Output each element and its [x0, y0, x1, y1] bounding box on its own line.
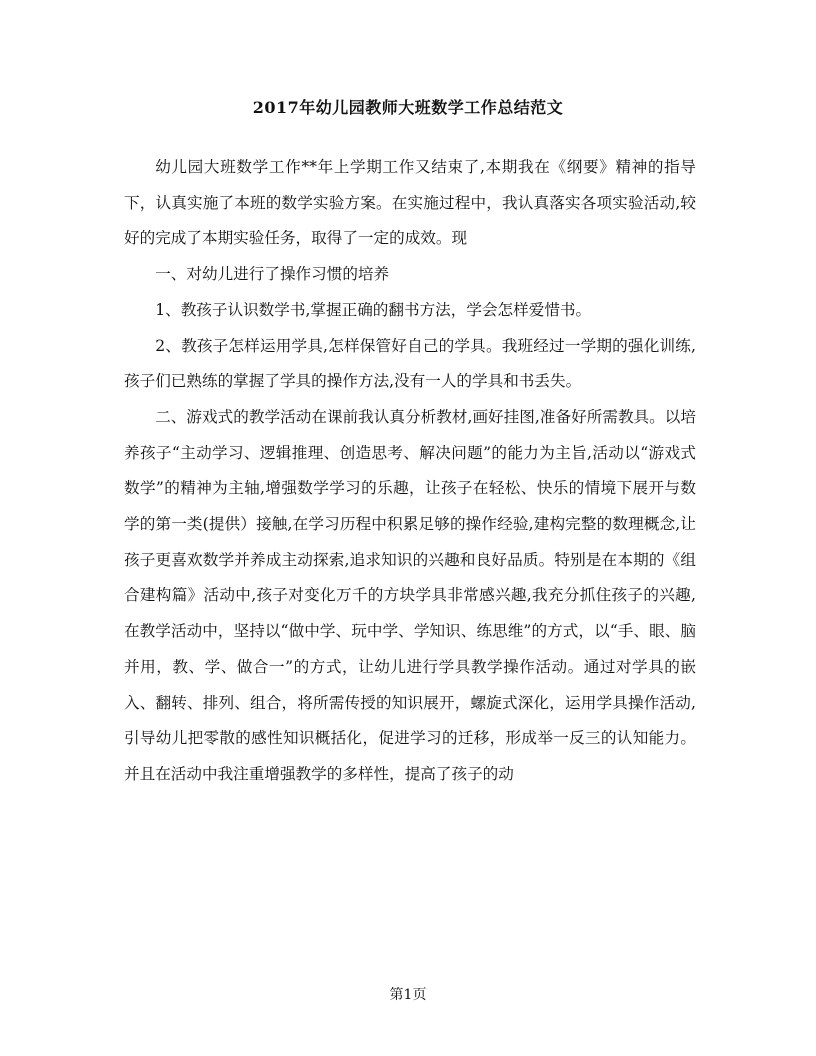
paragraph-intro: 幼儿园大班数学工作**年上学期工作又结束了,本期我在《纲要》精神的指导下，认真实施了本班的数学实验方案。在实施过程中，我认真落实各项实验活动,较好的完成了本期实验任务，取得了一定的成效。现 — [124, 158, 696, 248]
section-heading-operation-habits: 一、对幼儿进行了操作习惯的培养 — [155, 265, 390, 284]
document-body — [124, 150, 696, 793]
list-item-1: 1、教孩子认识数学书,掌握正确的翻书方法，学会怎样爱惜书。 — [155, 300, 592, 319]
list-item-2: 2、教孩子怎样运用学具,怎样保管好自己的学具。我班经过一学期的强化训练,孩子们已熟练的掌握了学具的操作方法,没有一人的学具和书丢失。 — [124, 336, 696, 391]
page-title: 2017年幼儿园教师大班数学工作总结范文 — [252, 98, 564, 117]
page-number: 第1页 — [389, 987, 427, 1003]
paragraph-game-teaching: 二、游戏式的教学活动在课前我认真分析教材,画好挂图,准备好所需教具。以培养孩子“主动学习、逻辑推理、创造思考、解决问题”的能力为主旨,活动以“游戏式数学”的精神为主轴,增强数学学习的乐趣，让孩子在轻松、快乐的情境下展开与数学的第一类(提供）接触,在学习历程中积累足够的操作经验,建构完整的数理概念,让孩子更喜欢数学并养成主动探索,追求知识的兴趣和良好品质。特别是在本期的《组合建构篇》活动中,孩子对变化万千的方块学具非常感兴趣,我充分抓住孩子的兴趣,在教学活动中，坚持以“做中学、玩中学、学知识、练思维”的方式，以“手、眼、脑并用，教、学、做合一”的方式，让幼儿进行学具教学操作活动。通过对学具的嵌入、翻转、排列、组合，将所需传授的知识展开，螺旋式深化，运用学具操作活动,引导幼儿把零散的感性知识概括化，促进学习的迁移，形成举一反三的认知能力。并且在活动中我注重增强教学的多样性，提高了孩子的动 — [124, 407, 696, 783]
